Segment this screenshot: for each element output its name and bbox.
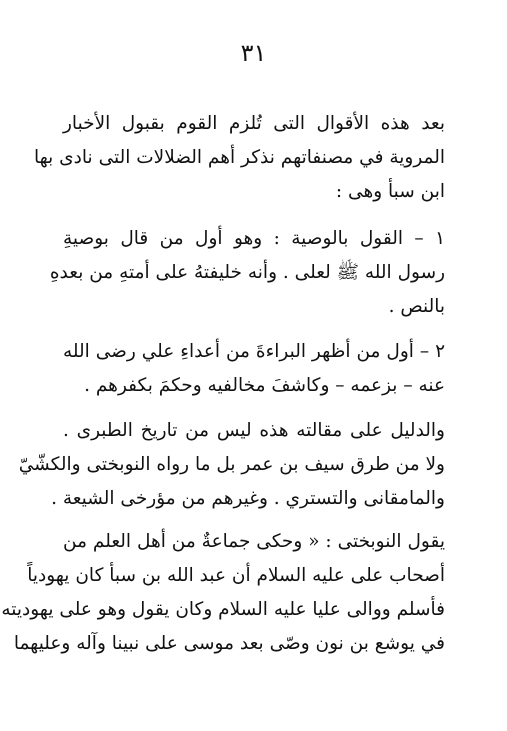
text-line: ولا من طرق سيف بن عمر بل ما رواه النوبختى والكشّيّ	[18, 454, 445, 475]
text-line: والمامقانى والتستري . وغيرهم من مؤرخى الشيعة .	[51, 488, 445, 509]
text-line: يقول النوبختى : « وحكى جماعةٌ من أهل العلم من	[63, 531, 445, 552]
text-line: بعد هذه الأقوال التى تُلزم القوم بقبول الأخبار	[63, 113, 445, 134]
text-line: ابن سبأ وهى :	[335, 181, 445, 202]
text-line: أصحاب على عليه السلام أن عبد الله بن سبأ كان يهودياً	[27, 565, 445, 586]
page-number: ٣١	[240, 39, 267, 67]
text-line: في يوشع بن نون وصّى بعد موسى على نبينا وآله وعليهما	[13, 633, 445, 654]
text-line: والدليل على مقالته هذه ليس من تاريخ الطبرى .	[63, 420, 445, 441]
text-line: المروية في مصنفاتهم نذكر أهم الضلالات التى نادى بها	[33, 147, 445, 168]
text-line: ٢ – أول من أظهر البراءةَ من أعداءِ علي رضى الله	[63, 341, 445, 362]
text-line: فأسلم ووالى عليا عليه السلام وكان يقول وهو على يهوديته	[1, 599, 445, 620]
text-line: بالنص .	[388, 296, 445, 317]
text-line: رسول الله ﷺ لعلى . وأنه خليفتهُ على أمتهِ من بعدهِ	[49, 262, 445, 283]
text-line: عنه – بزعمه – وكاشفَ مخالفيه وحكمَ بكفرهم .	[84, 375, 445, 396]
text-line: ١ – القول بالوصية : وهو أول من قال بوصيةِ	[63, 228, 445, 249]
